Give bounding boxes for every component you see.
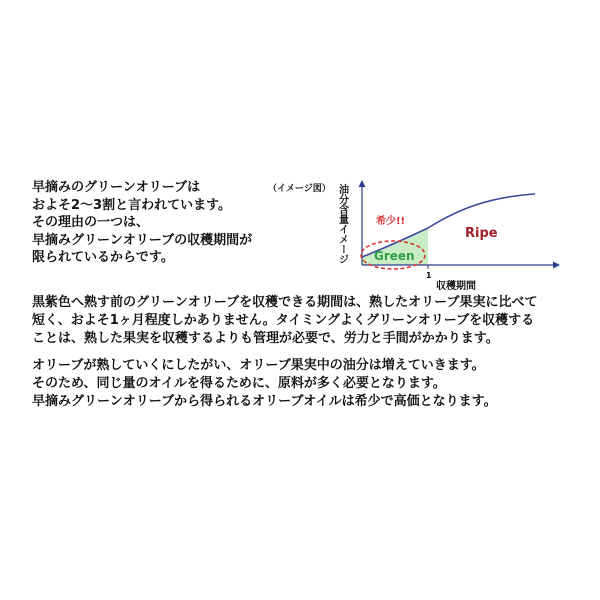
paragraph-oil-content xyxy=(32,357,577,411)
intro-line: 早摘みのグリーンオリーブは xyxy=(32,180,201,195)
scarce-label: 希少!! xyxy=(376,216,406,227)
intro-line: 早摘みグリーンオリーブの収穫期間が xyxy=(32,232,253,248)
paragraph-line: 早摘みグリーンオリーブから得られるオリーブオイルは希少で高価となります。 xyxy=(32,394,497,409)
x-tick-label: 1 xyxy=(426,271,432,280)
paragraph-line: そのため、同じ量のオイルを得るために、原料が多く必要となります。 xyxy=(32,376,446,391)
ripe-label: Ripe xyxy=(465,226,498,241)
paragraph-line: オリーブが熟していくにしたがい、オリーブ果実中の油分は増えていきます。 xyxy=(32,358,485,373)
image-note: （イメージ図） xyxy=(268,184,331,194)
intro-line: およそ2～3割と言われています。 xyxy=(32,197,232,213)
oil-content-chart xyxy=(330,180,570,295)
x-axis-label: 収穫期間 xyxy=(436,281,476,292)
intro-line: その理由の一つは、 xyxy=(32,215,150,230)
paragraph-line: 黒紫色へ熟す前のグリーンオリーブを収穫できる期間は、熟したオリーブ果実に比べて xyxy=(32,295,538,310)
paragraph-line: ことは、熟した果実を収穫するよりも管理が必要で、労力と手間がかかります。 xyxy=(32,331,499,346)
intro-line: 限られているからです。 xyxy=(32,250,174,265)
green-label: Green xyxy=(374,249,415,263)
x-axis-arrow xyxy=(553,262,560,269)
y-axis-arrow xyxy=(359,180,366,187)
paragraph-line: 短く、およそ1ヶ月程度しかありません。タイミングよくグリーンオリーブを収穫する xyxy=(32,313,535,328)
paragraph-harvest-period xyxy=(32,294,577,348)
y-axis-label: 油分含量イメージ xyxy=(336,184,348,264)
